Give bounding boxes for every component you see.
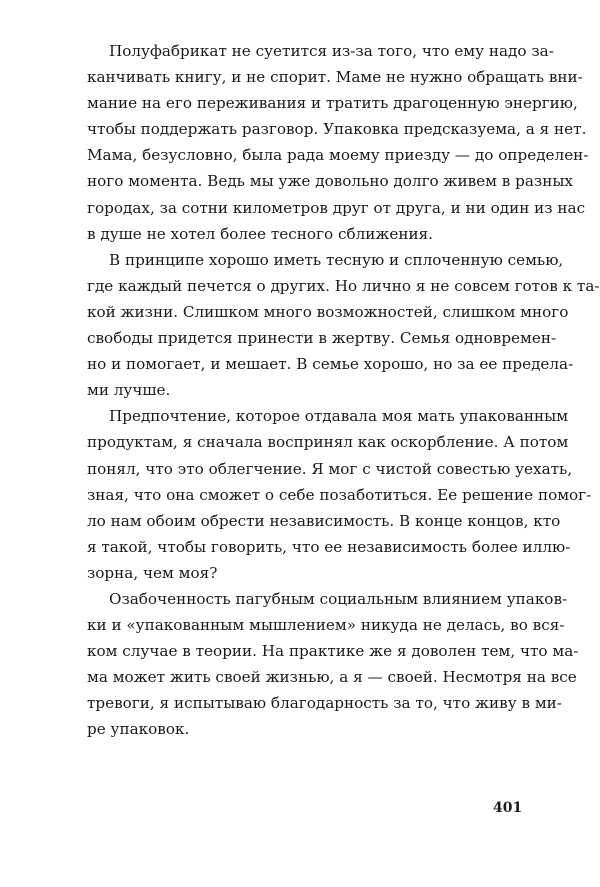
- paragraph-1: [87, 38, 589, 247]
- paragraph-3: [87, 403, 592, 586]
- text-line: ки и «упакованным мышлением» никуда не делась, во вся-: [87, 616, 565, 635]
- text-line: мание на его переживания и тратить драгоценную энергию,: [87, 94, 578, 113]
- text-line: в душе не хотел более тесного сближения.: [87, 224, 433, 243]
- page-number: 401: [493, 800, 523, 816]
- paragraph-4: [87, 586, 579, 743]
- text-line: зная, что она сможет о себе позаботиться. Ее решение помог-: [87, 485, 592, 504]
- text-line: ного момента. Ведь мы уже довольно долго живем в разных: [87, 172, 573, 191]
- text-line: ло нам обоим обрести независимость. В конце концов, кто: [87, 511, 561, 530]
- text-line: чтобы поддержать разговор. Упаковка предсказуема, а я нет.: [87, 120, 587, 139]
- text-line: я такой, чтобы говорить, что ее независимость более иллю-: [87, 537, 571, 556]
- text-line: тревоги, я испытываю благодарность за то, что живу в ми-: [87, 694, 562, 713]
- text-line: ком случае в теории. На практике же я доволен тем, что ма-: [87, 642, 579, 661]
- body-text: [87, 38, 600, 743]
- text-line: Мама, безусловно, была рада моему приезду — до определен-: [87, 146, 589, 165]
- text-line: Предпочтение, которое отдавала моя мать упакованным: [109, 407, 569, 426]
- text-line: ми лучше.: [87, 381, 171, 400]
- text-line: ре упаковок.: [87, 720, 190, 739]
- paragraph-2: [87, 247, 600, 404]
- text-line: свободы придется принести в жертву. Семья одновремен-: [87, 329, 557, 348]
- text-line: кой жизни. Слишком много возможностей, слишком много: [87, 302, 569, 321]
- text-line: зорна, чем моя?: [87, 563, 218, 582]
- text-line: но и помогает, и мешает. В семье хорошо, но за ее предела-: [87, 355, 574, 374]
- text-line: городах, за сотни километров друг от друга, и ни один из нас: [87, 198, 586, 217]
- text-line: ма может жить своей жизнью, а я — своей. Несмотря на все: [87, 668, 577, 687]
- text-line: Полуфабрикат не суетится из-за того, что ему надо за-: [109, 42, 554, 60]
- text-line: понял, что это облегчение. Я мог с чистой совестью уехать,: [87, 459, 573, 478]
- text-line: продуктам, я сначала воспринял как оскорбление. А потом: [87, 433, 569, 452]
- text-line: канчивать книгу, и не спорит. Маме не нужно обращать вни-: [87, 68, 583, 87]
- text-line: В принципе хорошо иметь тесную и сплоченную семью,: [109, 250, 564, 269]
- text-line: где каждый печется о других. Но лично я не совсем готов к та-: [87, 276, 600, 295]
- text-line: Озабоченность пагубным социальным влиянием упаков-: [109, 589, 568, 608]
